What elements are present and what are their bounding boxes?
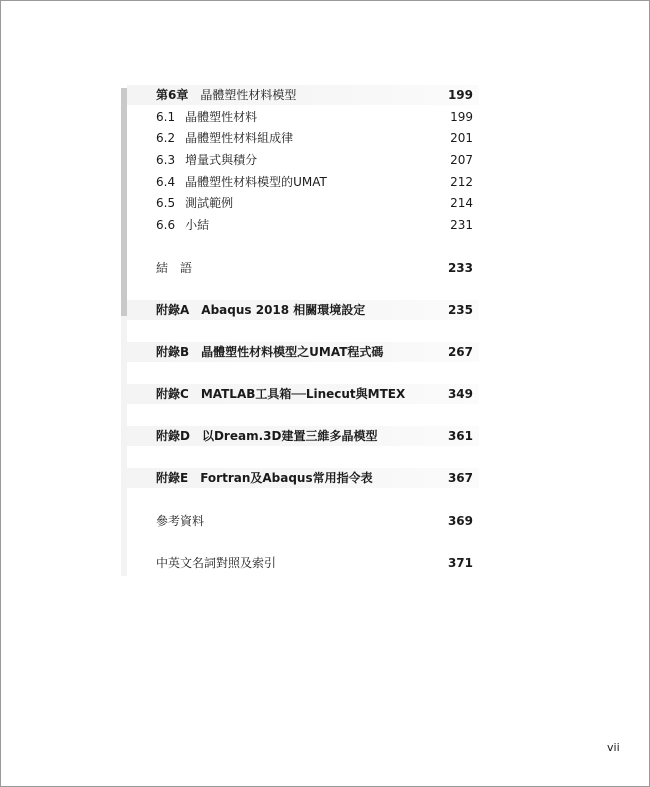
references-page-number: 369 xyxy=(447,514,473,528)
section-page-number: 231 xyxy=(450,218,473,232)
appendix-number: 附錄D xyxy=(156,429,190,443)
toc-entry-label xyxy=(156,342,383,362)
appendix-title: MATLAB工具箱──Linecut與MTEX xyxy=(200,387,406,401)
toc-entry-label xyxy=(156,468,373,488)
toc-appendix-e[interactable] xyxy=(127,468,479,488)
appendix-page-number: 367 xyxy=(447,471,473,485)
section-number: 6.3 xyxy=(156,153,176,167)
toc-entry-label xyxy=(156,150,257,170)
section-number: 6.6 xyxy=(156,218,176,232)
toc-section-6-3[interactable] xyxy=(127,150,479,170)
toc-entry-label xyxy=(156,300,365,320)
toc-references[interactable] xyxy=(127,511,479,531)
appendix-title: Abaqus 2018 相關環境設定 xyxy=(201,303,366,317)
section-page-number: 214 xyxy=(450,196,473,210)
toc-section-6-2[interactable] xyxy=(127,128,479,148)
conclusion-title: 結 語 xyxy=(156,261,193,275)
page-number: vii xyxy=(607,741,620,754)
toc-section-6-6[interactable] xyxy=(127,215,479,235)
toc-section-6-5[interactable] xyxy=(127,193,479,213)
toc-chapter-6[interactable] xyxy=(127,85,479,105)
section-title: 晶體塑性材料模型的UMAT xyxy=(185,175,327,189)
section-title: 測試範例 xyxy=(185,196,234,210)
section-page-number: 212 xyxy=(450,175,473,189)
toc-appendix-b[interactable] xyxy=(127,342,479,362)
appendix-number: 附錄B xyxy=(156,345,190,359)
index-page-number: 371 xyxy=(447,556,473,570)
appendix-page-number: 361 xyxy=(447,429,473,443)
toc-entry-label xyxy=(156,107,257,127)
toc-entry-label xyxy=(156,553,276,573)
chapter-number: 第6章 xyxy=(156,88,189,102)
section-title: 小結 xyxy=(185,218,210,232)
toc-entry-label xyxy=(156,384,405,404)
appendix-number: 附錄C xyxy=(156,387,189,401)
toc-index[interactable] xyxy=(127,553,479,573)
section-page-number: 199 xyxy=(450,110,473,124)
toc-entry-label xyxy=(156,172,327,192)
appendix-number: 附錄E xyxy=(156,471,189,485)
section-number: 6.1 xyxy=(156,110,176,124)
section-number: 6.5 xyxy=(156,196,176,210)
chapter-page-number: 199 xyxy=(447,88,473,102)
conclusion-page-number: 233 xyxy=(447,261,473,275)
toc-entry-label xyxy=(156,511,204,531)
section-number: 6.4 xyxy=(156,175,176,189)
appendix-page-number: 235 xyxy=(447,303,473,317)
toc-entry-label xyxy=(156,426,377,446)
section-page-number: 207 xyxy=(450,153,473,167)
toc-conclusion[interactable] xyxy=(127,258,479,278)
toc-entry-label xyxy=(156,193,233,213)
toc-entry-label xyxy=(156,128,293,148)
index-title: 中英文名詞對照及索引 xyxy=(156,556,277,570)
toc-entry-label xyxy=(156,215,209,235)
appendix-title: Fortran及Abaqus常用指令表 xyxy=(200,471,373,485)
toc-appendix-a[interactable] xyxy=(127,300,479,320)
appendix-page-number: 349 xyxy=(447,387,473,401)
appendix-number: 附錄A xyxy=(156,303,190,317)
toc-appendix-c[interactable] xyxy=(127,384,479,404)
section-title: 增量式與積分 xyxy=(185,153,258,167)
toc-entry-label xyxy=(156,258,192,278)
references-title: 參考資料 xyxy=(156,514,205,528)
toc-entry-label xyxy=(156,85,296,105)
toc-section-6-4[interactable] xyxy=(127,172,479,192)
section-page-number: 201 xyxy=(450,131,473,145)
chapter-title: 晶體塑性材料模型 xyxy=(200,88,297,102)
toc-section-6-1[interactable] xyxy=(127,107,479,127)
section-title: 晶體塑性材料 xyxy=(185,110,258,124)
section-number: 6.2 xyxy=(156,131,176,145)
toc-appendix-d[interactable] xyxy=(127,426,479,446)
section-title: 晶體塑性材料組成律 xyxy=(185,131,294,145)
appendix-page-number: 267 xyxy=(447,345,473,359)
appendix-title: 晶體塑性材料模型之UMAT程式碼 xyxy=(201,345,384,359)
appendix-title: 以Dream.3D建置三維多晶模型 xyxy=(201,429,378,443)
